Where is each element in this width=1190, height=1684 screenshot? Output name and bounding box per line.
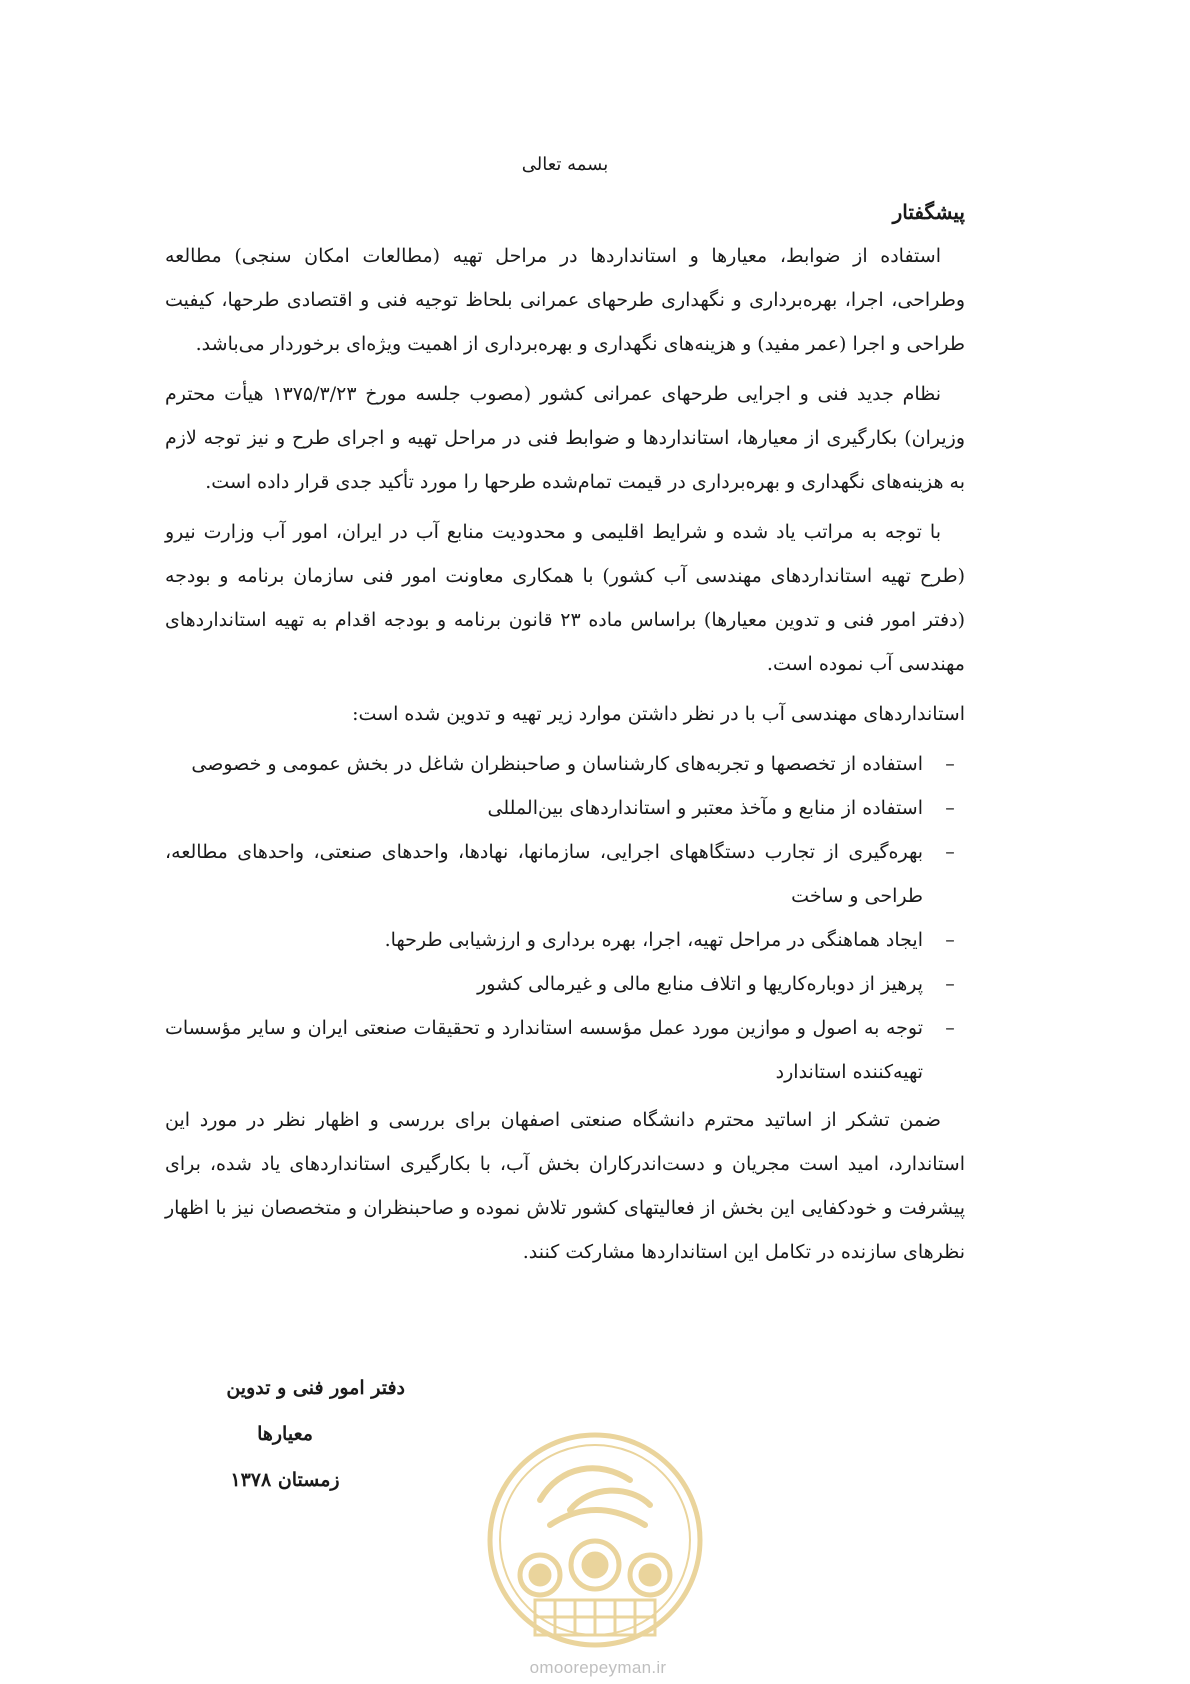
signature-block (165, 1365, 405, 1503)
list-item-text: استفاده از منابع و مآخذ معتبر و استانداردهای بین‌المللی (487, 797, 923, 819)
foreword-title: پیشگفتار (892, 200, 965, 224)
list-item (165, 830, 965, 918)
list-item (165, 962, 965, 1006)
list-item (165, 786, 965, 830)
dash-bullet: – (945, 1017, 955, 1039)
list-intro: استانداردهای مهندسی آب با در نظر داشتن موارد زیر تهیه و تدوین شده است: (352, 703, 965, 725)
list-item-text: پرهیز از دوباره‌کاریها و اتلاف منابع مالی و غیرمالی کشور (477, 973, 923, 995)
list-item-text: توجه به اصول و موازین مورد عمل مؤسسه استاندارد و تحقیقات صنعتی ایران و سایر مؤسسات تهیه‌کننده استاندارد (165, 1017, 923, 1083)
paragraph-2: نظام جدید فنی و اجرایی طرحهای عمرانی کشور (مصوب جلسه مورخ ۱۳۷۵/۳/۲۳ هیأت محترم وزیران) بکارگیری از معیارها، استانداردها و ضوابط فنی در مراحل تهیه و اجرای طرح و نیز توجه لازم به هزینه‌های نگهداری و بهره‌برداری در قیمت تمام‌شده طرحها را مورد تأکید جدی قرار داده است. (165, 383, 965, 493)
dash-bullet: – (945, 973, 955, 995)
list-item-text: بهره‌گیری از تجارب دستگاههای اجرایی، سازمانها، نهادها، واحدهای صنعتی، واحدهای مطالعه، طراحی و ساخت (165, 841, 923, 907)
signature-office: دفتر امور فنی و تدوین (226, 1377, 405, 1399)
list-item (165, 918, 965, 962)
list-item (165, 1006, 965, 1094)
paragraph-3: با توجه به مراتب یاد شده و شرایط اقلیمی و محدودیت منابع آب در ایران، امور آب وزارت نیرو (طرح تهیه استانداردهای مهندسی آب کشور) با همکاری معاونت امور فنی سازمان برنامه و بودجه (دفتر امور فنی و تدوین معیارها) براساس ماده ۲۳ قانون برنامه و بودجه اقدام به تهیه استانداردهای مهندسی آب نموده است. (165, 521, 965, 675)
watermark-website: omoorepeyman.ir (529, 1658, 667, 1677)
signature-office-cont: معیارها (257, 1423, 313, 1445)
signature-date: زمستان ۱۳۷۸ (230, 1469, 340, 1491)
list-item-text: استفاده از تخصصها و تجربه‌های کارشناسان و صاحبنظران شاغل در بخش عمومی و خصوصی (191, 753, 923, 775)
dash-bullet: – (945, 797, 955, 819)
paragraph-1: استفاده از ضوابط، معیارها و استانداردها در مراحل تهیه (مطالعات امکان سنجی) مطالعه وطراحی، اجرا، بهره‌برداری و نگهداری طرحهای عمرانی بلحاظ توجیه فنی و اقتصادی طرحها، کیفیت طراحی و اجرا (عمر مفید) و هزینه‌های نگهداری و بهره‌برداری از اهمیت ویژه‌ای برخوردار می‌باشد. (165, 245, 965, 355)
list-item (165, 742, 965, 786)
closing-paragraph: ضمن تشکر از اساتید محترم دانشگاه صنعتی اصفهان برای بررسی و اظهار نظر در مورد این استاندارد، امید است مجریان و دست‌اندرکاران بخش آب، با بکارگیری استانداردهای یاد شده، برای پیشرفت و خودکفایی این بخش از فعالیتهای کشور تلاش نموده و صاحبنظران و متخصصان نیز با اظهار نظرهای سازنده در تکامل این استانداردها مشارکت کنند. (165, 1109, 965, 1263)
foreword-body (165, 150, 965, 1280)
list-item-text: ایجاد هماهنگی در مراحل تهیه، اجرا، بهره برداری و ارزشیابی طرحها. (384, 929, 923, 951)
watermark-logo-icon (480, 1425, 710, 1655)
dash-bullet: – (945, 753, 955, 775)
standards-list (165, 742, 965, 1094)
dash-bullet: – (945, 841, 955, 863)
basmala: بسمه تعالی (521, 154, 609, 175)
dash-bullet: – (945, 929, 955, 951)
